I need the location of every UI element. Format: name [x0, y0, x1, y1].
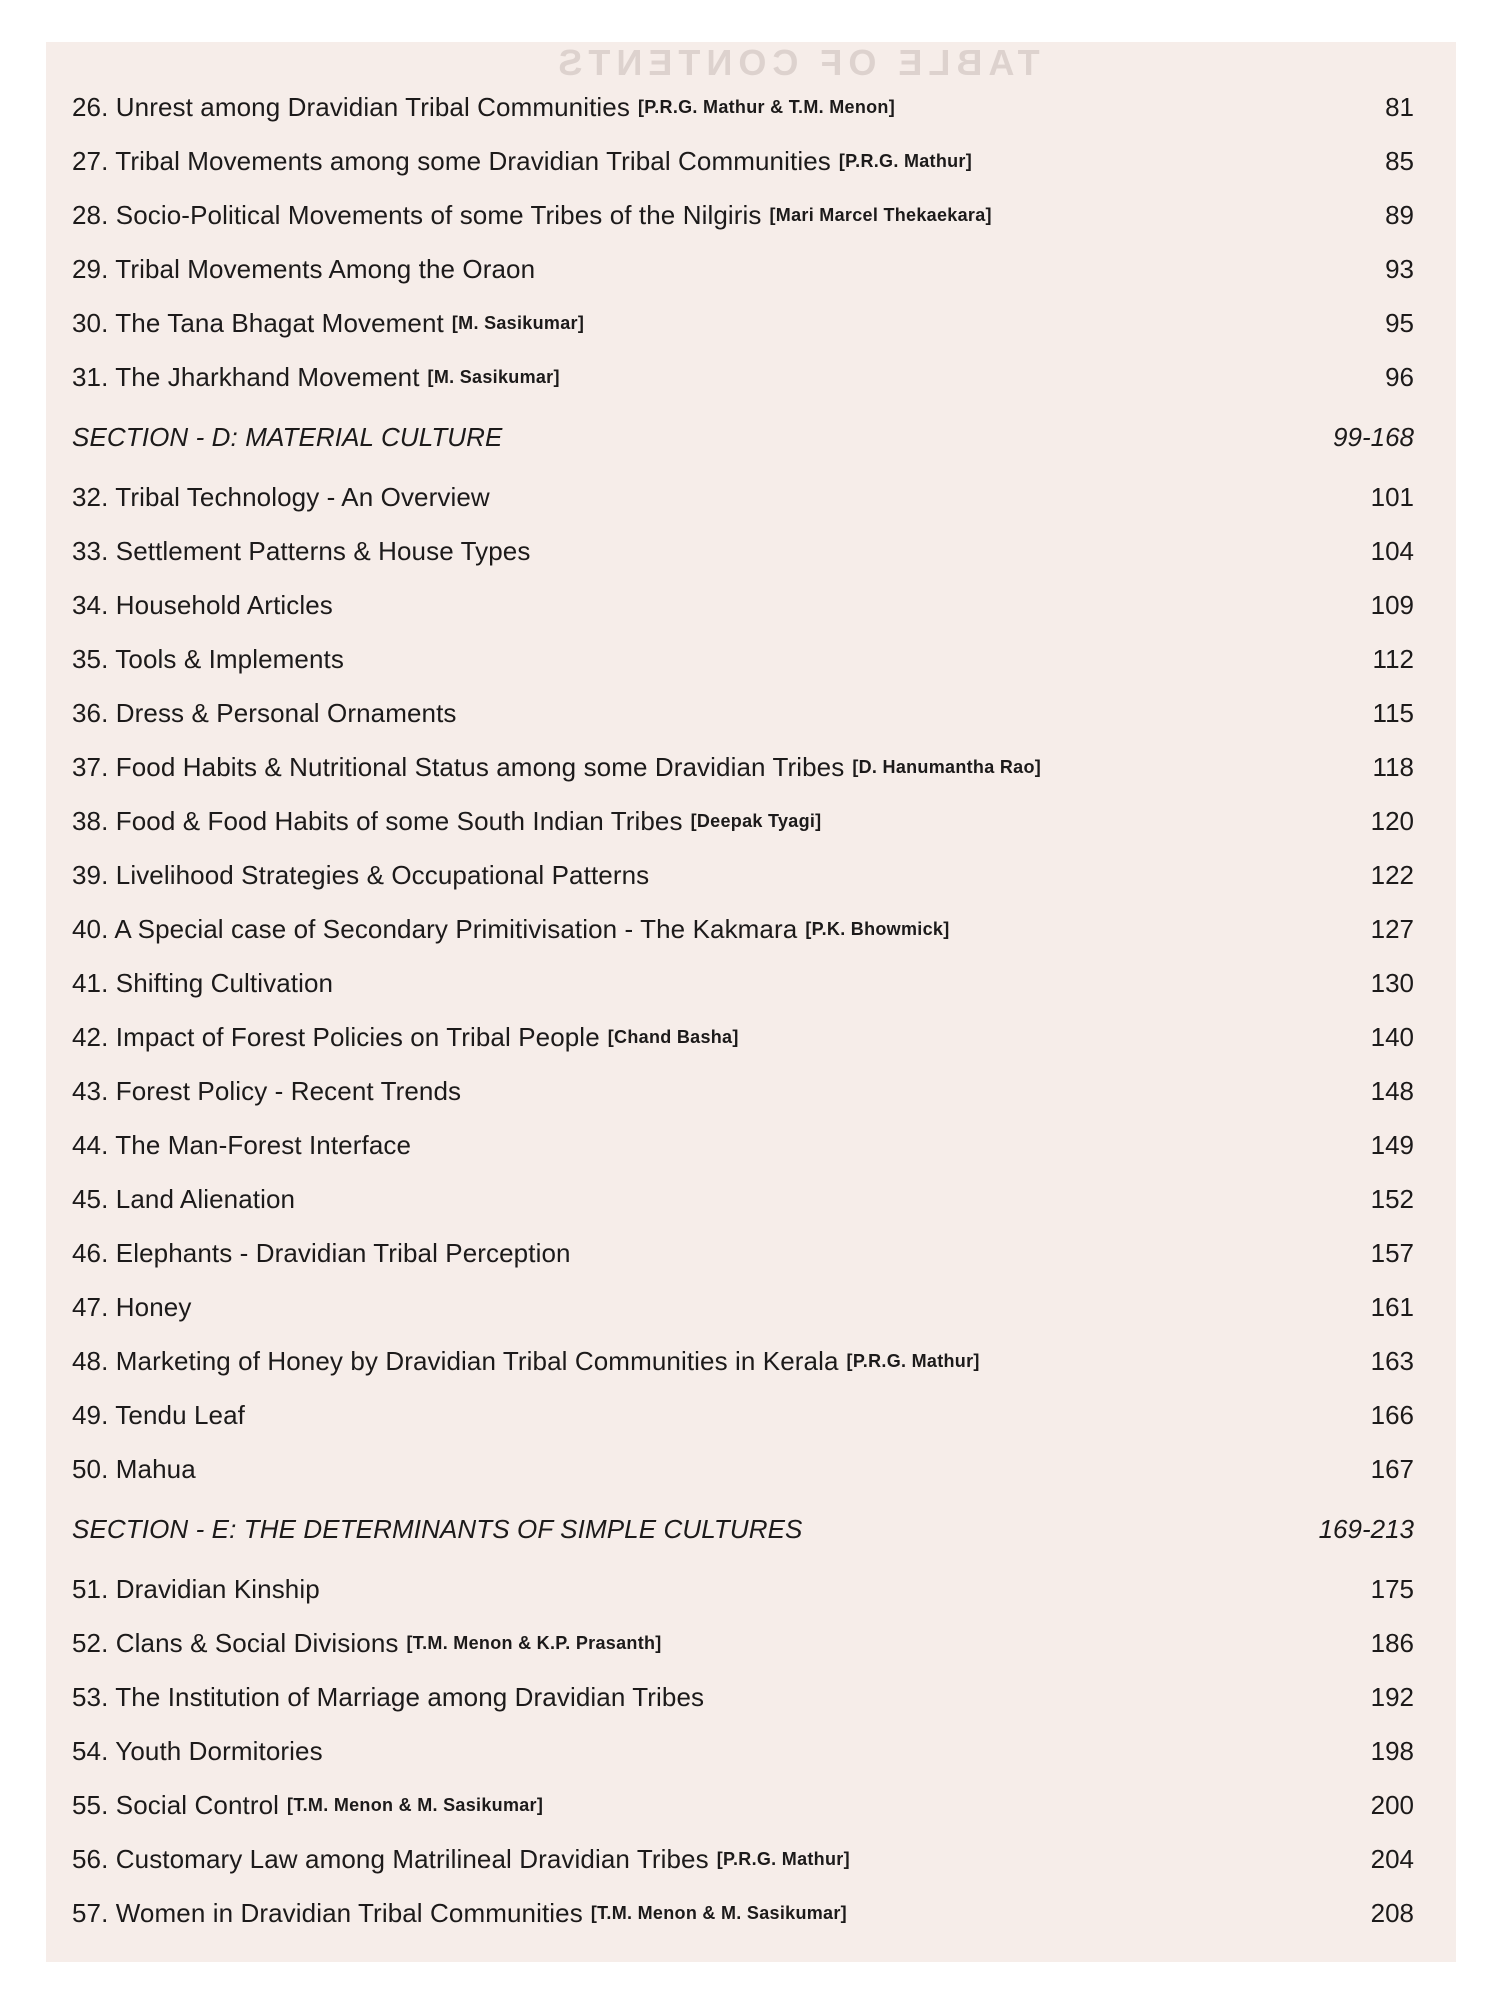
section-title: SECTION - E: THE DETERMINANTS OF SIMPLE CULTURES [72, 1513, 803, 1544]
entry-title: 43. Forest Policy - Recent Trends [72, 1075, 462, 1106]
entry-author: [P.R.G. Mathur] [716, 1848, 850, 1869]
toc-entry [72, 1778, 1452, 1832]
document-page [46, 42, 1456, 1962]
entry-author: [Chand Basha] [607, 1026, 739, 1047]
entry-title: 35. Tools & Implements [72, 643, 344, 674]
toc-entry [72, 1118, 1452, 1172]
entry-title: 39. Livelihood Strategies & Occupational Patterns [72, 859, 650, 890]
entry-page-number: 96 [1385, 361, 1414, 392]
entry-title: 40. A Special case of Secondary Primitivisation - The Kakmara [72, 913, 798, 944]
toc-entry [72, 632, 1452, 686]
entry-page-number: 200 [1370, 1789, 1414, 1820]
entry-page-number: 163 [1370, 1345, 1414, 1376]
entry-page-number: 120 [1370, 805, 1414, 836]
entry-title: 28. Socio-Political Movements of some Tribes of the Nilgiris [72, 199, 762, 230]
entry-title: 30. The Tana Bhagat Movement [72, 307, 444, 338]
entry-page-number: 101 [1370, 481, 1414, 512]
entry-title: 50. Mahua [72, 1453, 196, 1484]
entry-title: 37. Food Habits & Nutritional Status among some Dravidian Tribes [72, 751, 845, 782]
entry-page-number: 204 [1370, 1843, 1414, 1874]
entry-title: 52. Clans & Social Divisions [72, 1627, 399, 1658]
toc-entry [72, 956, 1452, 1010]
toc-entry [72, 242, 1452, 296]
entry-author: [P.R.G. Mathur] [846, 1350, 980, 1371]
entry-title: 27. Tribal Movements among some Dravidian Tribal Communities [72, 145, 831, 176]
toc-entry [72, 1562, 1452, 1616]
entry-title: 38. Food & Food Habits of some South Indian Tribes [72, 805, 683, 836]
entry-page-number: 161 [1370, 1291, 1414, 1322]
entry-title: 36. Dress & Personal Ornaments [72, 697, 457, 728]
entry-title: 55. Social Control [72, 1789, 280, 1820]
toc-entry [72, 1334, 1452, 1388]
toc-entry [72, 134, 1452, 188]
toc-entry [72, 848, 1452, 902]
toc-entry [72, 1010, 1452, 1064]
entry-author: [Mari Marcel Thekaekara] [769, 204, 992, 225]
toc-entry [72, 1064, 1452, 1118]
entry-title: 33. Settlement Patterns & House Types [72, 535, 531, 566]
bleed-through-heading: TABLE OF CONTENTS [552, 42, 1040, 83]
toc-entry [72, 350, 1452, 404]
entry-title: 41. Shifting Cultivation [72, 967, 334, 998]
entry-title: 42. Impact of Forest Policies on Tribal People [72, 1021, 600, 1052]
toc-entry [72, 1172, 1452, 1226]
entry-author: [P.R.G. Mathur & T.M. Menon] [637, 96, 896, 117]
toc-entry [72, 1886, 1452, 1940]
toc-list [72, 80, 1452, 1940]
toc-entry [72, 902, 1452, 956]
entry-title: 53. The Institution of Marriage among Dravidian Tribes [72, 1681, 705, 1712]
entry-title: 49. Tendu Leaf [72, 1399, 245, 1430]
toc-entry [72, 524, 1452, 578]
entry-author: [Deepak Tyagi] [690, 810, 822, 831]
toc-entry [72, 794, 1452, 848]
toc-entry [72, 1226, 1452, 1280]
entry-page-number: 89 [1385, 199, 1414, 230]
section-page-range: 169-213 [1318, 1513, 1414, 1544]
toc-entry [72, 470, 1452, 524]
toc-entry [72, 80, 1452, 134]
entry-title: 32. Tribal Technology - An Overview [72, 481, 490, 512]
entry-page-number: 118 [1372, 751, 1414, 782]
entry-title: 47. Honey [72, 1291, 192, 1322]
toc-section-heading [72, 404, 1452, 470]
entry-title: 29. Tribal Movements Among the Oraon [72, 253, 536, 284]
entry-title: 51. Dravidian Kinship [72, 1573, 320, 1604]
entry-page-number: 130 [1370, 967, 1414, 998]
entry-title: 46. Elephants - Dravidian Tribal Perception [72, 1237, 571, 1268]
entry-page-number: 127 [1370, 913, 1414, 944]
entry-title: 44. The Man-Forest Interface [72, 1129, 412, 1160]
entry-page-number: 104 [1370, 535, 1414, 566]
toc-entry [72, 1280, 1452, 1334]
entry-page-number: 109 [1370, 589, 1414, 620]
toc-entry [72, 1388, 1452, 1442]
entry-page-number: 186 [1370, 1627, 1414, 1658]
entry-author: [M. Sasikumar] [451, 312, 585, 333]
entry-title: 48. Marketing of Honey by Dravidian Tribal Communities in Kerala [72, 1345, 839, 1376]
entry-author: [P.K. Bhowmick] [805, 918, 950, 939]
entry-author: [M. Sasikumar] [427, 366, 560, 387]
toc-entry [72, 578, 1452, 632]
entry-page-number: 152 [1370, 1183, 1414, 1214]
entry-title: 54. Youth Dormitories [72, 1735, 323, 1766]
toc-entry [72, 188, 1452, 242]
entry-author: [P.R.G. Mathur] [838, 150, 973, 171]
toc-entry [72, 1616, 1452, 1670]
toc-section-heading [72, 1496, 1452, 1562]
toc-entry [72, 1442, 1452, 1496]
entry-author: [T.M. Menon & M. Sasikumar] [590, 1902, 847, 1923]
entry-page-number: 112 [1372, 643, 1414, 674]
entry-title: 45. Land Alienation [72, 1183, 296, 1214]
entry-page-number: 167 [1370, 1453, 1414, 1484]
toc-entry [72, 1724, 1452, 1778]
section-page-range: 99-168 [1333, 421, 1414, 452]
entry-page-number: 81 [1385, 91, 1414, 122]
toc-entry [72, 1670, 1452, 1724]
entry-page-number: 192 [1370, 1681, 1414, 1712]
entry-author: [D. Hanumantha Rao] [852, 756, 1042, 777]
entry-title: 57. Women in Dravidian Tribal Communities [72, 1897, 583, 1928]
entry-author: [T.M. Menon & K.P. Prasanth] [406, 1632, 662, 1653]
entry-page-number: 122 [1370, 859, 1414, 890]
entry-page-number: 93 [1385, 253, 1414, 284]
entry-page-number: 175 [1370, 1573, 1414, 1604]
entry-page-number: 157 [1370, 1237, 1414, 1268]
entry-title: 26. Unrest among Dravidian Tribal Communities [72, 91, 630, 122]
entry-page-number: 95 [1385, 307, 1414, 338]
entry-page-number: 166 [1370, 1399, 1414, 1430]
toc-entry [72, 296, 1452, 350]
entry-page-number: 140 [1370, 1021, 1414, 1052]
toc-entry [72, 686, 1452, 740]
entry-page-number: 198 [1370, 1735, 1414, 1766]
entry-page-number: 115 [1372, 697, 1414, 728]
entry-author: [T.M. Menon & M. Sasikumar] [287, 1794, 544, 1815]
toc-entry [72, 1832, 1452, 1886]
entry-title: 31. The Jharkhand Movement [72, 361, 420, 392]
entry-page-number: 148 [1370, 1075, 1414, 1106]
entry-title: 56. Customary Law among Matrilineal Dravidian Tribes [72, 1843, 709, 1874]
entry-page-number: 85 [1385, 145, 1414, 176]
section-title: SECTION - D: MATERIAL CULTURE [72, 421, 503, 452]
entry-title: 34. Household Articles [72, 589, 333, 620]
toc-entry [72, 740, 1452, 794]
entry-page-number: 208 [1370, 1897, 1414, 1928]
entry-page-number: 149 [1370, 1129, 1414, 1160]
